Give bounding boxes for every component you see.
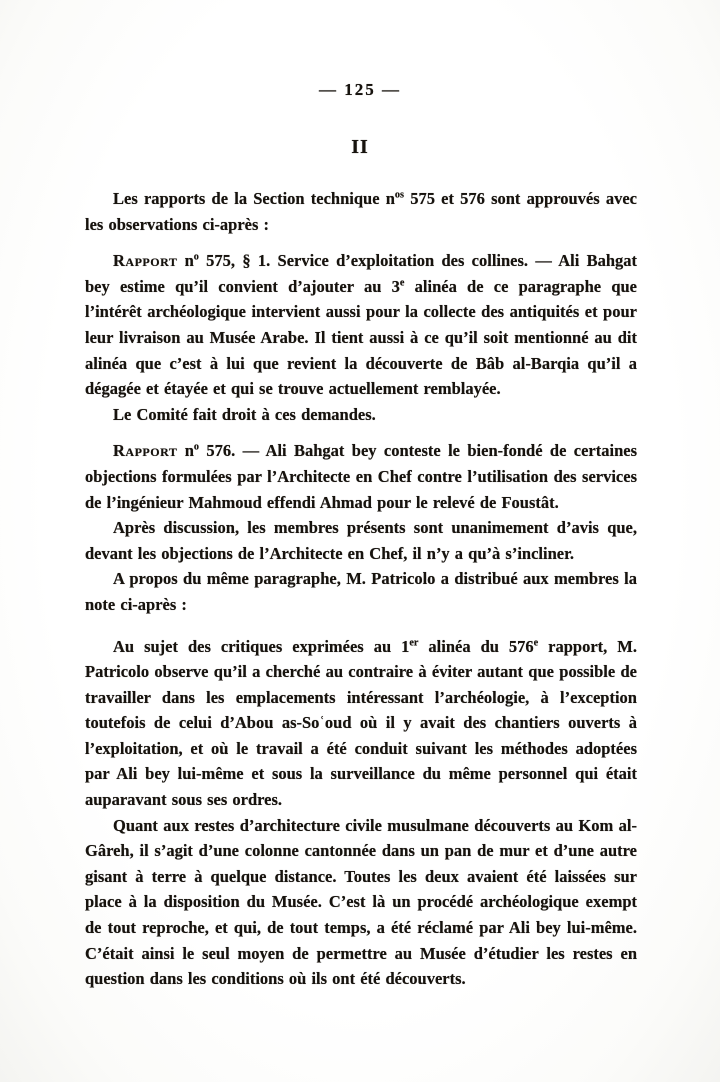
superscript: e — [533, 637, 539, 648]
text-segment: n — [177, 441, 194, 461]
paragraph-note-patricolo-2 — [85, 813, 637, 992]
text-segment: Le Comité fait droit à ces demandes. — [113, 404, 376, 424]
text-segment: 575, § 1. Service d’exploitation des collines. — Ali Bahgat bey estime qu’il convient d’ajouter au 3 — [85, 251, 637, 296]
superscript: o — [193, 441, 199, 453]
paragraph-apres-discussion — [85, 515, 637, 566]
superscript: e — [399, 277, 405, 289]
superscript: os — [394, 189, 404, 201]
rapport-label: Rapport — [113, 441, 178, 461]
paragraph-intro-approbation — [85, 186, 637, 237]
section-heading: II — [351, 136, 369, 158]
paragraph-rapport-575 — [85, 248, 637, 402]
paragraph-note-patricolo-1 — [85, 634, 637, 813]
text-segment: alinéa de ce paragraphe que l’intérêt archéologique intervient aussi pour la collecte des antiquités et pour leur livraison au Musée Arabe. Il tient aussi à ce qu’il soit mentionné au dit alinéa que c’est à lui que revient la découverte de Bâb al-Barqia qu’il a dégagée et étayée et qui se trouve actuellement remblayée. — [85, 276, 637, 399]
paragraph-a-propos-note — [85, 566, 637, 617]
text-segment: Après discussion, les membres présents sont unanimement d’avis que, devant les objections de l’Architecte en Chef, il n’y a qu’à s’incliner. — [85, 518, 637, 563]
text-segment: 576. — Ali Bahgat bey conteste le bien-fondé de certaines objections formulées par l’Architecte en Chef contre l’utilisation des services de l’ingénieur Mahmoud effendi Ahmad pour le relevé de Foustât. — [85, 441, 637, 512]
text-segment: Les rapports de la Section technique n — [113, 189, 395, 208]
paragraph-comite-decision — [85, 402, 637, 428]
rapport-label: Rapport — [113, 251, 178, 271]
text-segment: A propos du même paragraphe, M. Patricolo a distribué aux membres la note ci-après : — [85, 569, 637, 614]
superscript: er — [409, 637, 419, 648]
document-body — [0, 186, 720, 992]
superscript: o — [193, 251, 199, 263]
text-segment: 575 et 576 sont approuvés avec les observations ci-après : — [85, 189, 637, 234]
paragraph-rapport-576 — [85, 438, 637, 515]
text-segment: rapport, M. Patricolo observe qu’il a cherché au contraire à éviter autant que possible de travailler dans les emplacements intéressant l’archéologie, à l’exception toutefois de celui d’Abou as-Soʿoud où il y avait des chantiers ouverts à l’exploitation, et où le travail a été conduit suivant les méthodes adoptées par Ali bey lui-même et sous la surveillance du même personnel qui était auparavant sous ses ordres. — [85, 636, 637, 810]
text-segment: Quant aux restes d’architecture civile musulmane découverts au Kom al-Gâreh, il s’agit d’une colonne cantonnée dans un pan de mur et d’une autre gisant à terre à quelque distance. Toutes les deux avaient été laissées sur place à la disposition du Musée. C’est là un procédé archéologique exempt de tout reproche, et qui, de tout temps, a été réclamé par Ali bey lui-même. C’était ainsi le seul moyen de permettre au Musée d’étudier les restes en question dans les conditions où ils ont été découverts. — [85, 815, 637, 989]
text-segment: alinéa du 576 — [418, 636, 534, 656]
text-segment: n — [177, 251, 194, 271]
page-number: — 125 — — [319, 80, 401, 99]
text-segment: Au sujet des critiques exprimées au 1 — [113, 636, 410, 656]
